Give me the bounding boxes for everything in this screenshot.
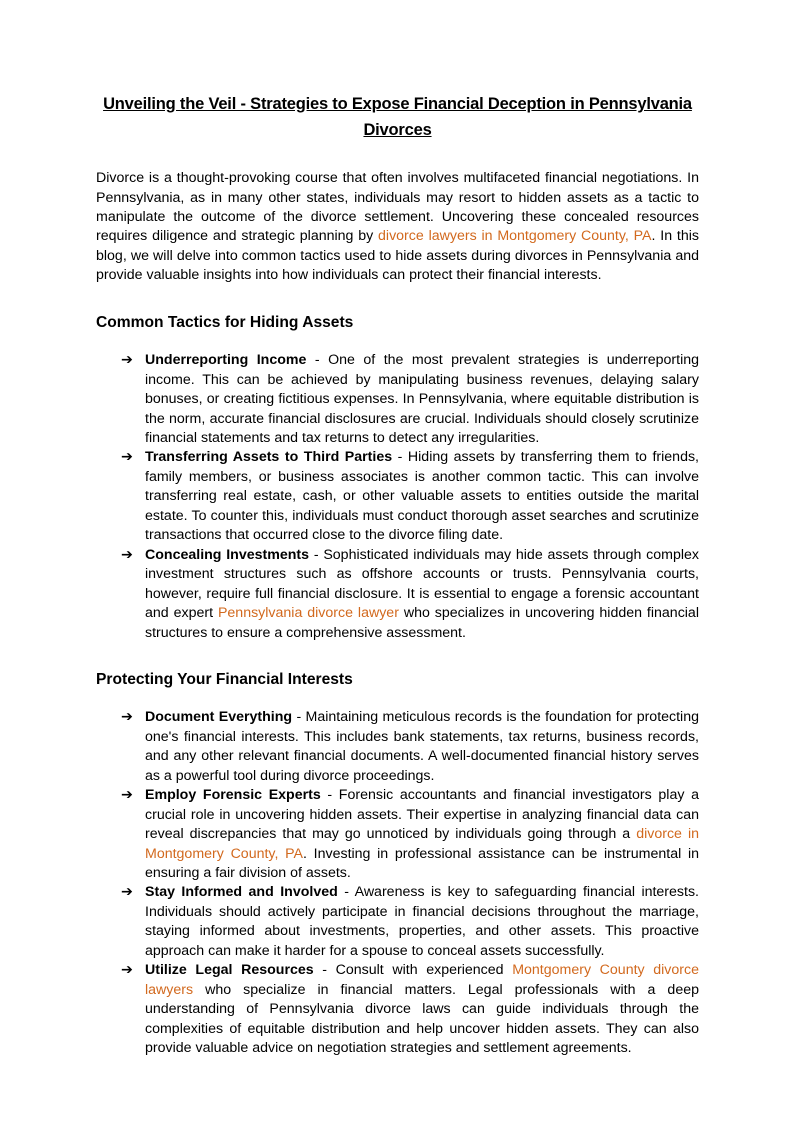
item-text: - One of the most prevalent strategies is underreporting income. This can be achieved by manipulating business revenues, delaying salary bonuses, or creating fictitious expenses. In Pennsylvania, where equitable distribution is the norm, accurate financial disclosures are crucial. Individuals should closely scrutinize financial statements and tax returns to detect any irregularities. [145, 352, 700, 447]
document-title: Unveiling the Veil - Strategies to Expose Financial Deception in Pennsylvania Divorces [103, 95, 692, 139]
link-pennsylvania-divorce-lawyer[interactable]: Pennsylvania divorce lawyer [217, 605, 399, 622]
item-title: Utilize Legal Resources [145, 962, 314, 979]
item-title: Concealing Investments [145, 546, 310, 563]
list-item-document-everything [96, 708, 699, 786]
protection-list [96, 708, 699, 1058]
item-text: - Hiding assets by transferring them to friends, family members, or business associates is another common tactic. This can involve transferring real estate, cash, or other valuable assets to entities outside the marital estate. To counter this, individuals must conduct thorough asset searches and scrutinize transactions that occurred close to the divorce filing date. [145, 449, 699, 544]
list-item-employ-forensic-experts [96, 786, 699, 883]
list-item-text [145, 883, 699, 961]
list-item-text [145, 708, 699, 786]
link-divorce-in-montgomery-county[interactable]: divorce in Montgomery County, PA [145, 826, 699, 862]
intro-paragraph [96, 169, 699, 286]
list-item-utilize-legal-resources [96, 961, 699, 1058]
item-text: - Awareness is key to safeguarding financial interests. Individuals should actively participate in financial decisions throughout the marriage, staying informed about investments, properties, and other assets. This proactive approach can make it harder for a spouse to conceal assets successfully. [145, 884, 699, 959]
item-text: - Consult with experienced [313, 962, 513, 979]
link-divorce-lawyers-montgomery-county[interactable]: divorce lawyers in Montgomery County, PA [378, 228, 652, 245]
section-heading-protecting-interests: Protecting Your Financial Interests [96, 671, 353, 688]
item-title: Stay Informed and Involved [145, 884, 338, 901]
item-title: Employ Forensic Experts [145, 787, 321, 804]
list-item-text [145, 448, 699, 545]
arrow-bullet-icon: ➔ [121, 884, 133, 901]
list-item-text [145, 351, 699, 448]
tactics-list [96, 351, 699, 643]
list-item-stay-informed [96, 883, 699, 961]
list-item-text [145, 546, 699, 643]
item-title: Document Everything [145, 709, 293, 726]
list-item-text [145, 786, 699, 883]
arrow-bullet-icon: ➔ [121, 352, 133, 369]
item-text: who specializes in uncovering hidden financial structures to ensure a comprehensive assessment. [145, 605, 699, 641]
list-item-underreporting-income [96, 351, 699, 448]
list-item-concealing-investments [96, 546, 699, 643]
item-text: who specialize in financial matters. Legal professionals with a deep understanding of Pennsylvania divorce laws can guide individuals through the complexities of equitable distribution and help uncover hidden assets. They can also provide valuable advice on negotiation strategies and settlement agreements. [145, 981, 699, 1057]
arrow-bullet-icon: ➔ [121, 787, 133, 804]
section-heading-common-tactics: Common Tactics for Hiding Assets [96, 313, 354, 331]
arrow-bullet-icon: ➔ [121, 709, 133, 726]
list-item-text [145, 961, 699, 1058]
link-montgomery-county-divorce-lawyers[interactable]: Montgomery County divorce lawyers [145, 962, 699, 998]
item-text: - Forensic accountants and financial investigators play a crucial role in uncovering hidden assets. Their expertise in analyzing financial data can reveal discrepancies that may go unnoticed by individuals going through a [145, 787, 699, 843]
list-item-transferring-assets [96, 448, 699, 545]
item-text: - Maintaining meticulous records is the foundation for protecting one's financial interests. This includes bank statements, tax returns, business records, and any other relevant financial documents. A well-documented financial history serves as a powerful tool during divorce proceedings. [145, 709, 699, 784]
item-title: Transferring Assets to Third Parties [145, 449, 393, 466]
intro-text-1: Divorce is a thought-provoking course that often involves multifaceted financial negotiations. In Pennsylvania, as in many other states, individuals may resort to hidden assets as a tactic to manipulate the outcome of the divorce settlement. Uncovering these concealed resources requires diligence and strategic planning by [96, 170, 699, 245]
item-title: Underreporting Income [145, 352, 307, 369]
intro-text-2: . In this blog, we will delve into common tactics used to hide assets during divorces in Pennsylvania and provide valuable insights into how individuals can protect their financial interests. [96, 228, 699, 284]
arrow-bullet-icon: ➔ [121, 962, 133, 979]
arrow-bullet-icon: ➔ [121, 449, 133, 466]
item-text: . Investing in professional assistance can be instrumental in ensuring a fair division of assets. [145, 845, 699, 881]
item-text: - Sophisticated individuals may hide assets through complex investment structures such as offshore accounts or trusts. Pennsylvania courts, however, require full financial disclosure. It is essential to engage a forensic accountant and expert [145, 546, 700, 622]
arrow-bullet-icon: ➔ [121, 546, 133, 563]
